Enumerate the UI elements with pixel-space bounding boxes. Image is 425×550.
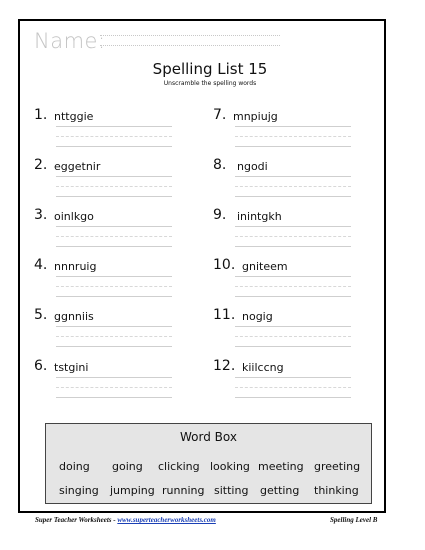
item-number: 1. [34,107,48,123]
item-number: 8. [213,157,227,173]
item-number: 9. [213,207,227,223]
name-line-top [100,35,280,36]
answer-line[interactable] [56,276,172,277]
answer-line [56,246,172,247]
word-box [45,423,372,504]
answer-line [235,296,351,297]
scrambled-word: kiilccng [242,361,284,374]
answer-guide [235,336,351,337]
word-box-word: greeting [314,460,361,473]
answer-line [235,196,351,197]
answer-guide [235,236,351,237]
word-box-title: Word Box [180,430,237,444]
answer-line [56,146,172,147]
item-number: 3. [34,207,48,223]
scrambled-word: ggnniis [54,310,94,323]
answer-line[interactable] [235,126,351,127]
name-label: Name: [34,29,106,53]
item-number: 10. [213,257,236,273]
answer-line[interactable] [235,226,351,227]
answer-line [235,146,351,147]
word-box-word: sitting [214,484,249,497]
answer-line[interactable] [235,326,351,327]
answer-line[interactable] [235,276,351,277]
answer-line[interactable] [235,176,351,177]
page-subtitle: Unscramble the spelling words [163,80,257,87]
word-box-word: thinking [314,484,359,497]
item-number: 11. [213,307,236,323]
word-box-word: clicking [158,460,200,473]
answer-guide [235,286,351,287]
answer-line[interactable] [56,326,172,327]
item-number: 7. [213,107,227,123]
answer-line [235,346,351,347]
scrambled-word: nogig [242,310,273,323]
answer-guide [56,186,172,187]
page-title: Spelling List 15 [152,60,268,78]
answer-guide [56,286,172,287]
answer-line[interactable] [56,377,172,378]
item-number: 12. [213,358,236,374]
scrambled-word: mnpiujg [233,110,278,123]
answer-line [56,397,172,398]
answer-line [56,346,172,347]
scrambled-word: eggetnir [54,160,101,173]
footer-credit [35,516,216,524]
answer-guide [235,387,351,388]
answer-guide [56,336,172,337]
scrambled-word: inintgkh [237,210,282,223]
word-box-word: jumping [110,484,155,497]
answer-line[interactable] [56,176,172,177]
item-number: 2. [34,157,48,173]
word-box-word: looking [210,460,250,473]
word-box-word: running [162,484,205,497]
footer-level: Spelling Level B [330,516,378,524]
scrambled-word: nnnruig [54,260,97,273]
scrambled-word: ngodi [237,160,268,173]
answer-line [235,397,351,398]
word-box-word: getting [260,484,300,497]
word-box-word: doing [59,460,90,473]
scrambled-word: gniteem [242,260,288,273]
word-box-word: singing [59,484,99,497]
item-number: 5. [34,307,48,323]
answer-guide [56,136,172,137]
scrambled-word: tstgini [54,361,89,374]
footer-credit-prefix: Super Teacher Worksheets - [35,516,118,524]
answer-guide [235,136,351,137]
answer-guide [56,236,172,237]
word-box-word: meeting [258,460,304,473]
answer-line [235,246,351,247]
answer-guide [235,186,351,187]
item-number: 6. [34,358,48,374]
footer-website-link[interactable]: www.superteacherworksheets.com [117,516,216,524]
answer-line[interactable] [56,226,172,227]
name-line-bottom [100,45,280,46]
scrambled-word: oinlkgo [54,210,94,223]
answer-guide [56,387,172,388]
word-box-word: going [112,460,143,473]
answer-line[interactable] [235,377,351,378]
answer-line[interactable] [56,126,172,127]
answer-line [56,296,172,297]
answer-line [56,196,172,197]
scrambled-word: nttggie [54,110,94,123]
item-number: 4. [34,257,48,273]
